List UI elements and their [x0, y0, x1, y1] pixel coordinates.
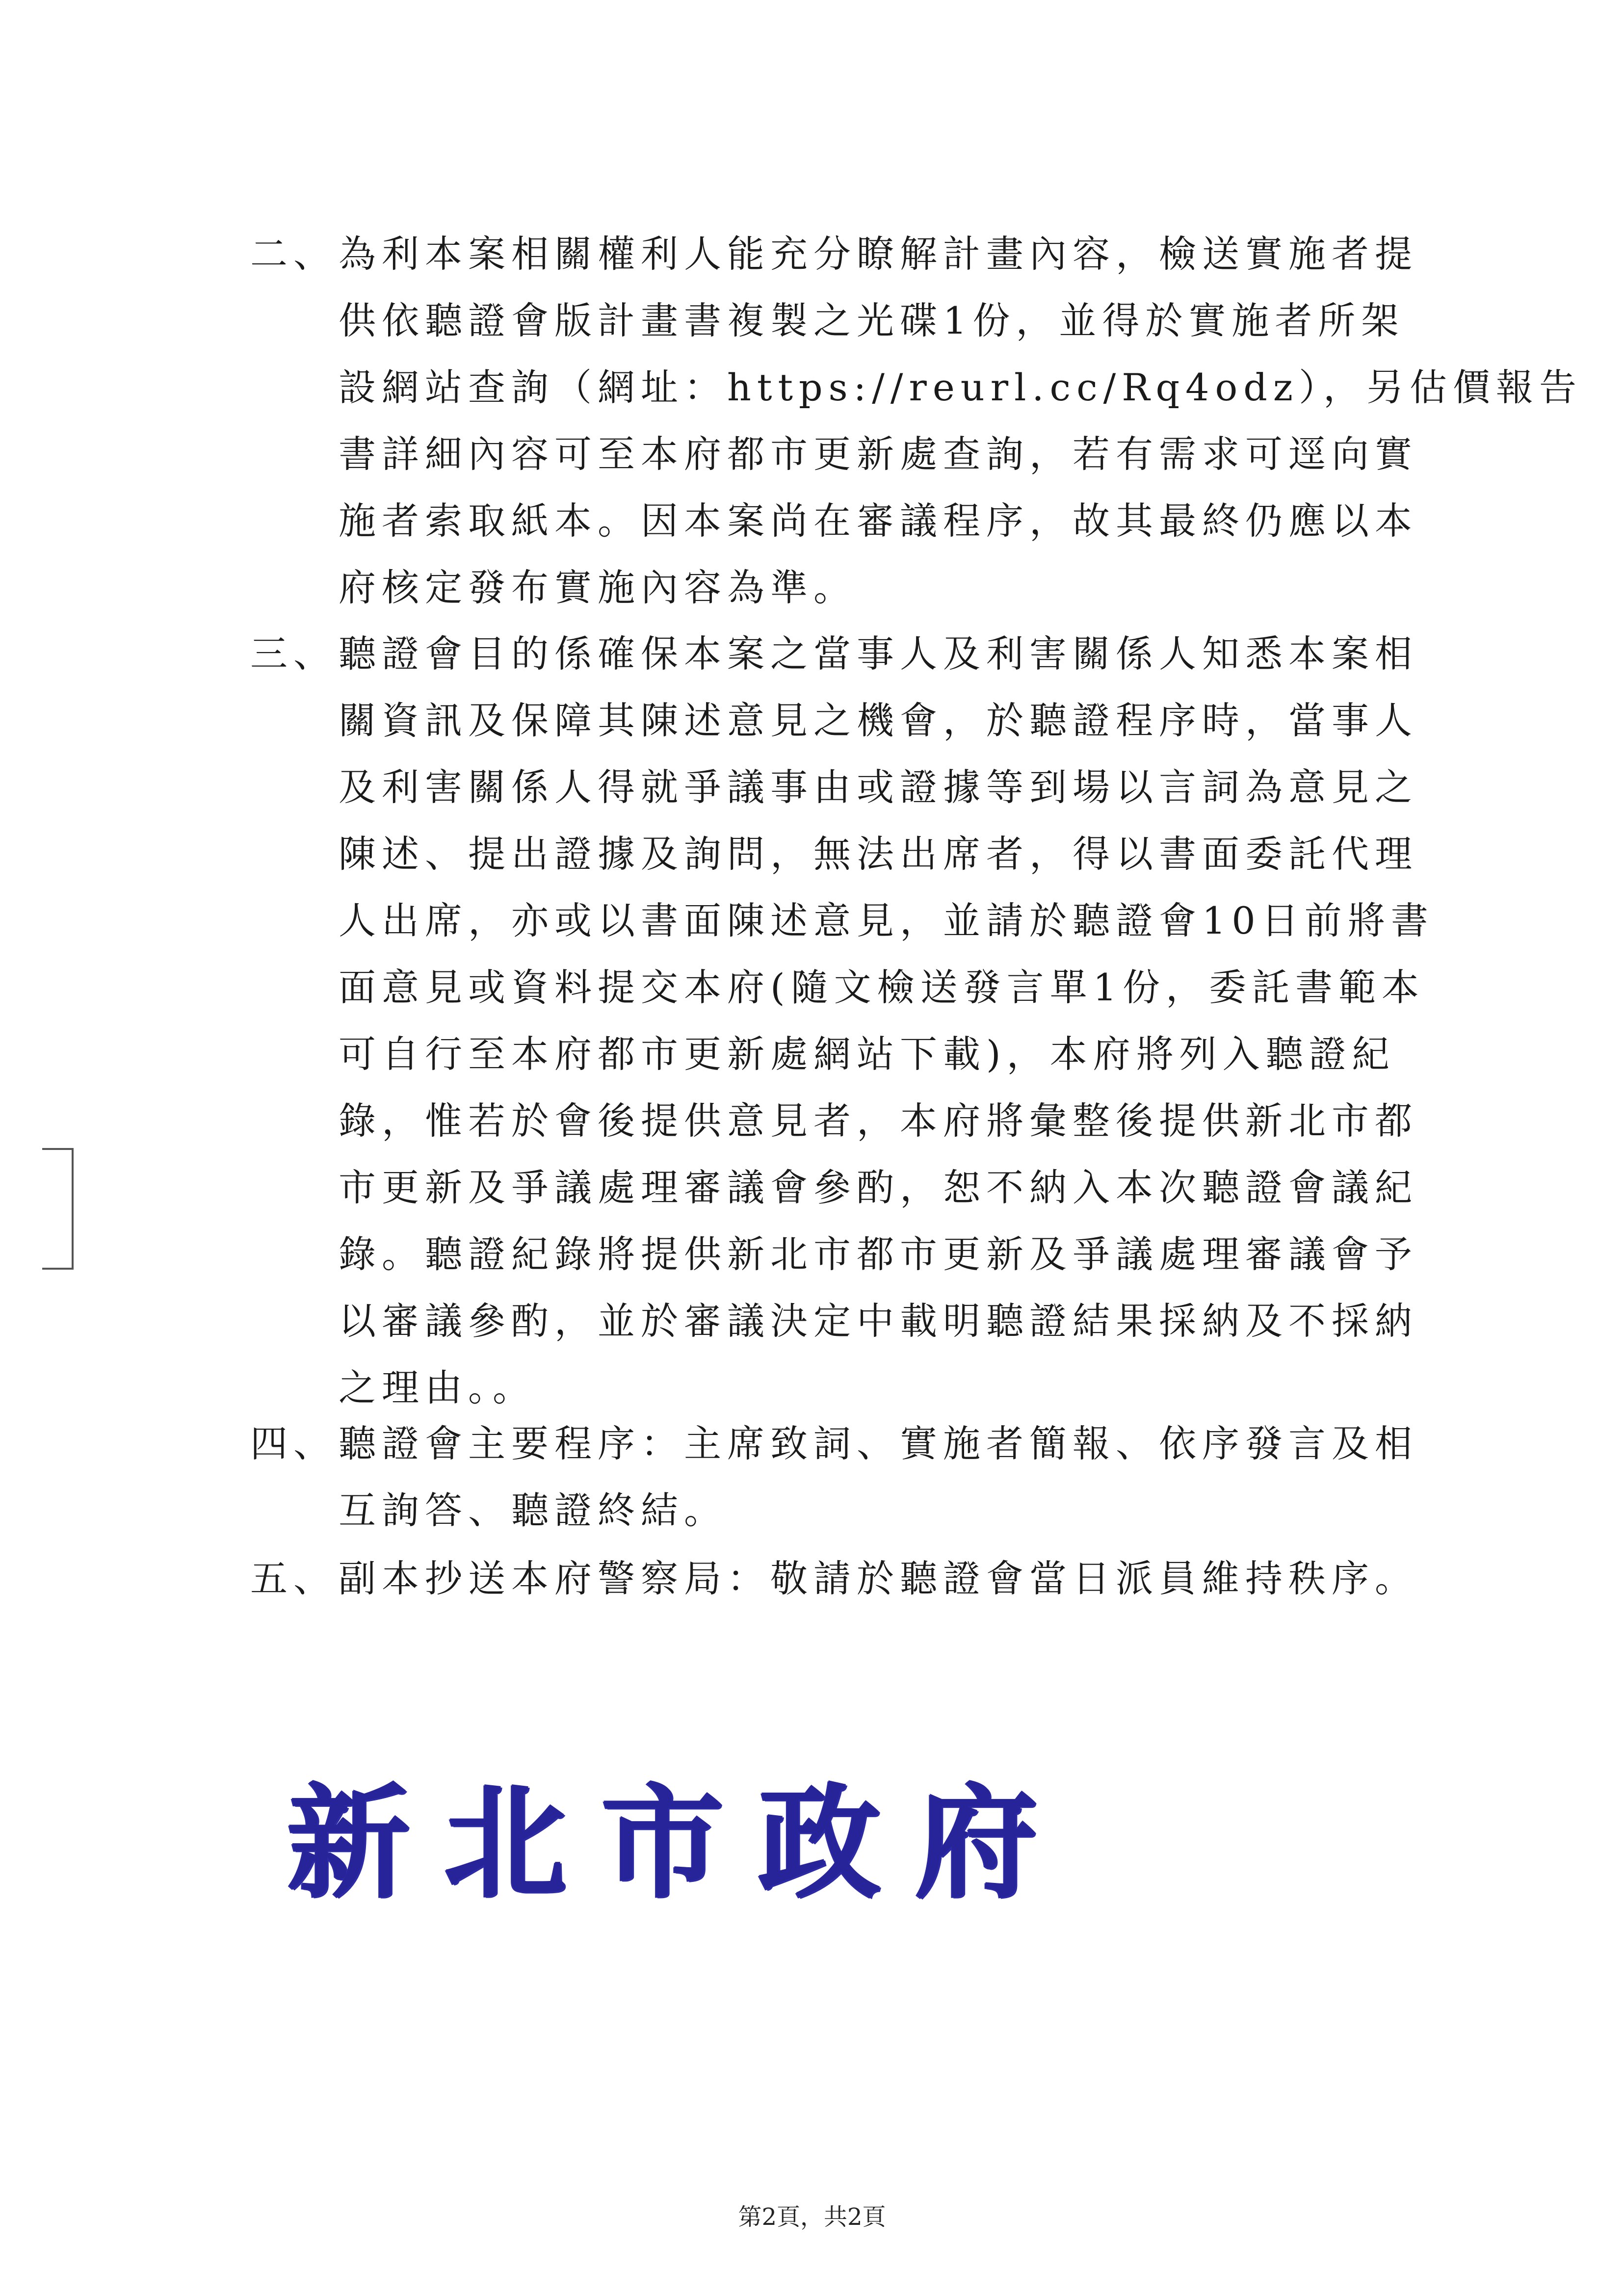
- section-text-line: 為利本案相關權利人能充分瞭解計畫內容，檢送實施者提: [339, 232, 1418, 276]
- section-text-line: 聽證會目的係確保本案之當事人及利害關係人知悉本案相: [339, 632, 1418, 676]
- section-item-4: [250, 1410, 1467, 1544]
- section-text-line: 市更新及爭議處理審議會參酌，恕不納入本次聽證會議紀: [339, 1166, 1418, 1209]
- section-number: 四、: [250, 1422, 337, 1465]
- section-text-line: 施者索取紙本。因本案尚在審議程序，故其最終仍應以本: [339, 499, 1418, 543]
- margin-proofread-stamp: [42, 1148, 74, 1270]
- section-text-line: 設網站查詢（網址：https://reurl.cc/Rq4odz），另估價報告: [339, 365, 1582, 409]
- section-text-line: 以審議參酌，並於審議決定中載明聽證結果採納及不採納: [339, 1299, 1418, 1343]
- section-text-line: 面意見或資料提交本府(隨文檢送發言單1份，委託書範本: [339, 965, 1425, 1009]
- section-number: 二、: [250, 232, 337, 276]
- section-text-line: 關資訊及保障其陳述意見之機會，於聽證程序時，當事人: [339, 699, 1418, 742]
- section-text-line: 副本抄送本府警察局：敬請於聽證會當日派員維持秩序。: [339, 1557, 1418, 1600]
- section-text-line: 書詳細內容可至本府都市更新處查詢，若有需求可逕向實: [339, 432, 1418, 476]
- section-text-line: 陳述、提出證據及詢問，無法出席者，得以書面委託代理: [339, 832, 1418, 876]
- section-item-3: [250, 621, 1467, 1421]
- section-item-2: [250, 221, 1582, 621]
- section-text-line: 錄，惟若於會後提供意見者，本府將彙整後提供新北市都: [339, 1099, 1418, 1143]
- section-item-5: [250, 1545, 1467, 1612]
- section-text-line: 及利害關係人得就爭議事由或證據等到場以言詞為意見之: [339, 765, 1418, 809]
- section-text-line: 府核定發布實施內容為準。: [339, 566, 857, 609]
- section-text-line: 錄。聽證紀錄將提供新北市都市更新及爭議處理審議會予: [339, 1232, 1418, 1276]
- section-text-line: 之理由。。: [339, 1366, 536, 1409]
- section-text-line: 可自行至本府都市更新處網站下載)，本府將列入聽證紀: [339, 1032, 1395, 1076]
- section-number: 五、: [250, 1557, 337, 1600]
- section-text-line: 人出席，亦或以書面陳述意見，並請於聽證會10日前將書: [339, 899, 1434, 942]
- page-number: 第2頁，共2頁: [738, 2203, 886, 2231]
- official-seal: 新北市政府: [287, 1772, 1072, 1914]
- section-text-line: 互詢答、聽證終結。: [339, 1488, 727, 1532]
- section-text-line: 供依聽證會版計畫書複製之光碟1份，並得於實施者所架: [339, 299, 1405, 342]
- section-number: 三、: [250, 632, 337, 676]
- section-text-line: 聽證會主要程序：主席致詞、實施者簡報、依序發言及相: [339, 1422, 1418, 1465]
